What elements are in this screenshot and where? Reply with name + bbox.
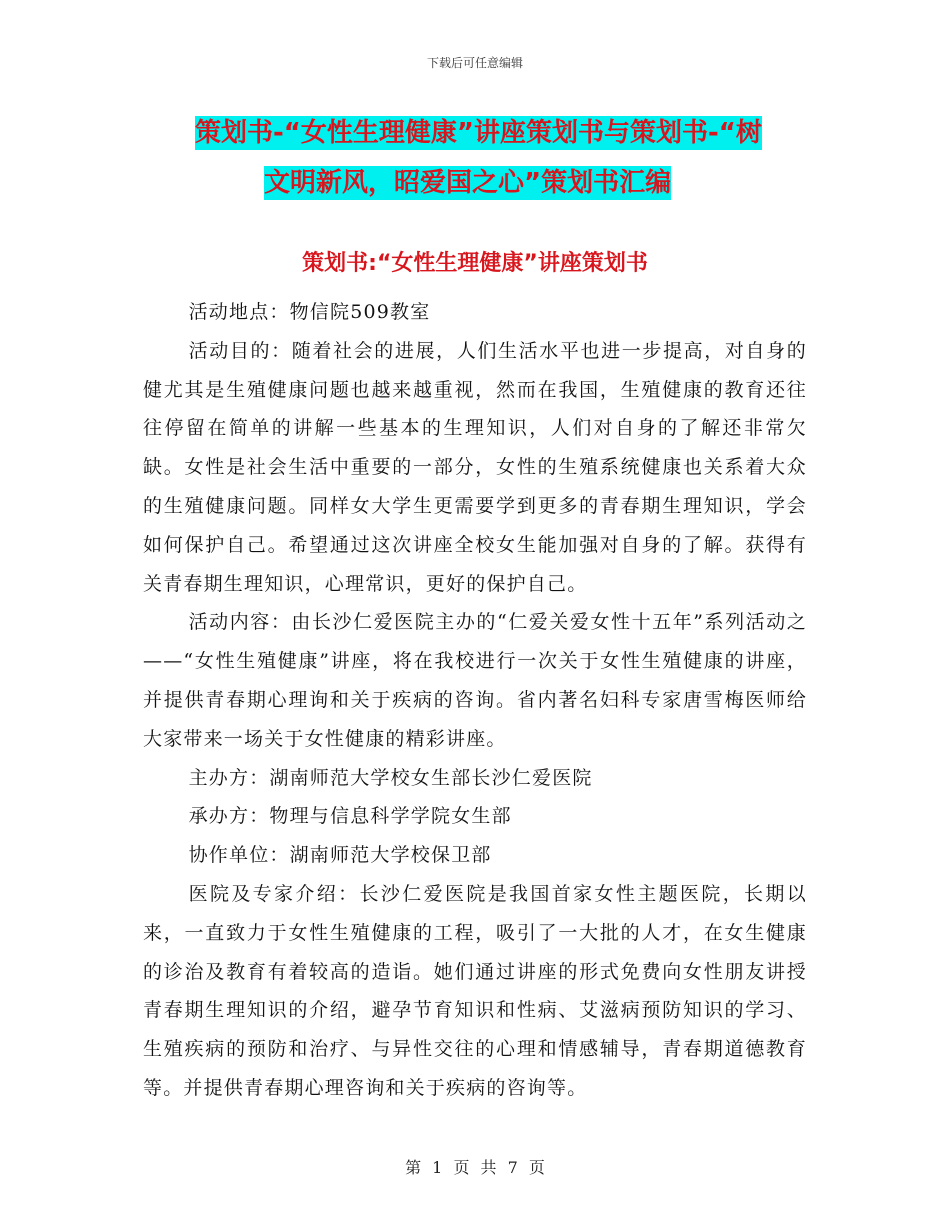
header-note: 下载后可任意编辑 [426, 56, 523, 70]
document-title-line-2-text: 文明新风，昭爱国之心”策划书汇编 [264, 168, 672, 198]
paragraph-cooperator: 协作单位：湖南师范大学校保卫部 [188, 844, 492, 867]
document-title [140, 108, 840, 208]
paragraph-undertaker: 承办方：物理与信息科学学院女生部 [188, 805, 512, 828]
document-title-line-1 [140, 108, 840, 158]
paragraph-hospital-intro: 医院及专家介绍：长沙仁爱医院是我国首家女性主题医院，长期以来，一直致力于女性生殖健康的工程，吸引了一大批的人才，在女生健康的诊治及教育有着较高的造诣。她们通过讲座的形式免费向女性朋友讲授青春期生理知识的介绍，避孕节育知识和性病、艾滋病预防知识的学习、生殖疾病的预防和治疗、与异性交往的心理和情感辅导，青春期道德教育等。并提供青春期心理咨询和关于疾病的咨询等。 [143, 882, 807, 1099]
document-title-line-2 [140, 158, 840, 208]
body-text [143, 293, 807, 1108]
paragraph-content: 活动内容：由长沙仁爱医院主办的“仁爱关爱女性十五年”系列活动之——“女性生殖健康”讲座，将在我校进行一次关于女性生殖健康的讲座，并提供青春期心理询和关于疾病的咨询。省内著名妇科专家唐雪梅医师给大家带来一场关于女性健康的精彩讲座。 [143, 611, 807, 750]
section-title: 策划书:“女性生理健康”讲座策划书 [302, 251, 648, 276]
document-title-line-1-text: 策划书-“女性生理健康”讲座策划书与策划书-“树 [195, 118, 762, 148]
paragraph-location: 活动地点：物信院509教室 [188, 301, 431, 323]
paragraph-organizer: 主办方：湖南师范大学校女生部长沙仁爱医院 [188, 766, 593, 789]
paragraph-purpose: 活动目的：随着社会的进展，人们生活水平也进一步提高，对自身的健尤其是生殖健康问题也越来越重视，然而在我国，生殖健康的教育还往往停留在简单的讲解一些基本的生理知识，人们对自身的了解还非常欠缺。女性是社会生活中重要的一部分，女性的生殖系统健康也关系着大众的生殖健康问题。同样女大学生更需要学到更多的青春期生理知识，学会如何保护自己。希望通过这次讲座全校女生能加强对自身的了解。获得有关青春期生理知识，心理常识，更好的保护自己。 [143, 339, 807, 595]
page-number-footer: 第 1 页 共 7 页 [405, 1158, 545, 1177]
